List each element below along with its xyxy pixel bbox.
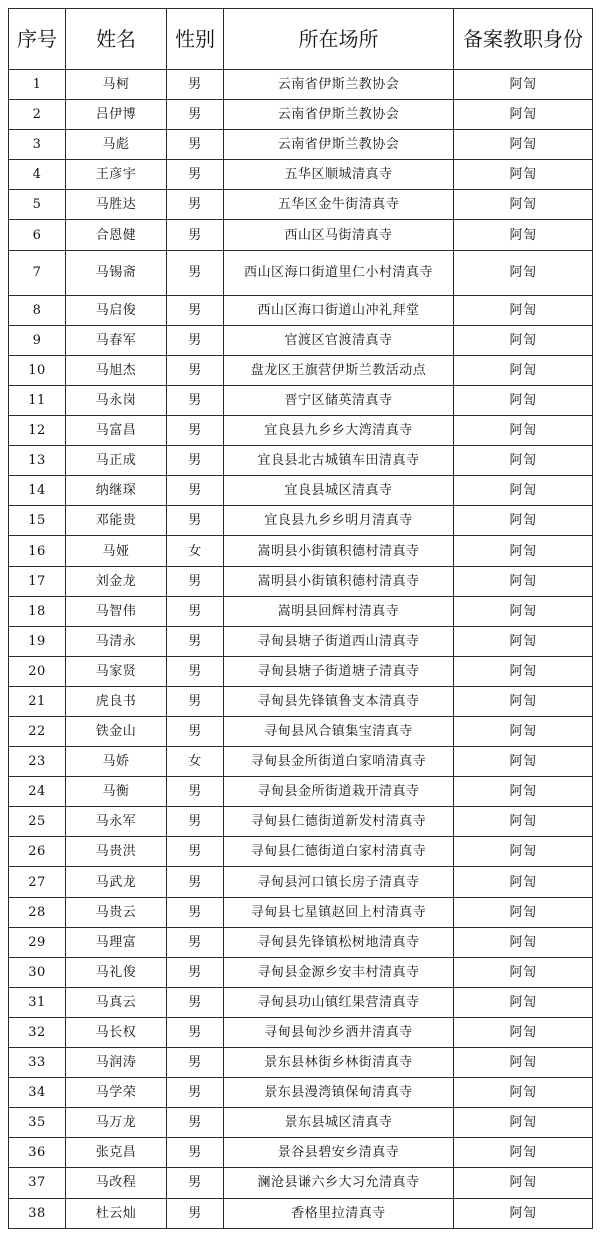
table-row bbox=[9, 1168, 593, 1198]
cell-name: 马永岗 bbox=[66, 385, 167, 415]
cell-name: 马贵云 bbox=[66, 897, 167, 927]
table-row bbox=[9, 220, 593, 250]
cell-role: 阿訇 bbox=[454, 295, 593, 325]
cell-location: 西山区海口街道山冲礼拜堂 bbox=[224, 295, 454, 325]
cell-gender: 男 bbox=[167, 596, 224, 626]
cell-name: 马衡 bbox=[66, 777, 167, 807]
cell-gender: 男 bbox=[167, 1108, 224, 1138]
cell-index: 32 bbox=[9, 1017, 66, 1047]
header-location: 所在场所 bbox=[224, 9, 454, 70]
cell-index: 1 bbox=[9, 70, 66, 100]
cell-role: 阿訇 bbox=[454, 160, 593, 190]
cell-index: 28 bbox=[9, 897, 66, 927]
table-row bbox=[9, 837, 593, 867]
cell-name: 马旭杰 bbox=[66, 355, 167, 385]
header-index: 序号 bbox=[9, 9, 66, 70]
cell-index: 12 bbox=[9, 416, 66, 446]
header-name: 姓名 bbox=[66, 9, 167, 70]
cell-name: 马锡斋 bbox=[66, 250, 167, 295]
cell-location: 西山区马街清真寺 bbox=[224, 220, 454, 250]
cell-name: 马启俊 bbox=[66, 295, 167, 325]
cell-role: 阿訇 bbox=[454, 416, 593, 446]
cell-location: 盘龙区王旗营伊斯兰教活动点 bbox=[224, 355, 454, 385]
cell-role: 阿訇 bbox=[454, 130, 593, 160]
cell-name: 马娇 bbox=[66, 747, 167, 777]
cell-index: 36 bbox=[9, 1138, 66, 1168]
cell-gender: 女 bbox=[167, 747, 224, 777]
cell-index: 24 bbox=[9, 777, 66, 807]
table-row bbox=[9, 1108, 593, 1138]
cell-gender: 男 bbox=[167, 160, 224, 190]
cell-location: 官渡区官渡清真寺 bbox=[224, 325, 454, 355]
cell-gender: 男 bbox=[167, 626, 224, 656]
cell-location: 寻甸县塘子街道塘子清真寺 bbox=[224, 656, 454, 686]
cell-gender: 男 bbox=[167, 100, 224, 130]
cell-location: 宜良县九乡乡大湾清真寺 bbox=[224, 416, 454, 446]
cell-index: 25 bbox=[9, 807, 66, 837]
table-row bbox=[9, 160, 593, 190]
cell-index: 9 bbox=[9, 325, 66, 355]
cell-role: 阿訇 bbox=[454, 717, 593, 747]
cell-location: 寻甸县先锋镇松树地清真寺 bbox=[224, 927, 454, 957]
cell-location: 寻甸县七星镇赵回上村清真寺 bbox=[224, 897, 454, 927]
cell-index: 33 bbox=[9, 1048, 66, 1078]
cell-location: 寻甸县金所街道栽开清真寺 bbox=[224, 777, 454, 807]
cell-role: 阿訇 bbox=[454, 566, 593, 596]
cell-name: 马贵洪 bbox=[66, 837, 167, 867]
cell-name: 马正成 bbox=[66, 446, 167, 476]
cell-role: 阿訇 bbox=[454, 446, 593, 476]
cell-location: 寻甸县仁德街道白家村清真寺 bbox=[224, 837, 454, 867]
cell-role: 阿訇 bbox=[454, 867, 593, 897]
cell-gender: 男 bbox=[167, 1168, 224, 1198]
table-row bbox=[9, 536, 593, 566]
cell-location: 宜良县城区清真寺 bbox=[224, 476, 454, 506]
cell-location: 寻甸县风合镇集宝清真寺 bbox=[224, 717, 454, 747]
cell-role: 阿訇 bbox=[454, 536, 593, 566]
cell-role: 阿訇 bbox=[454, 626, 593, 656]
cell-index: 7 bbox=[9, 250, 66, 295]
cell-name: 马柯 bbox=[66, 70, 167, 100]
cell-gender: 男 bbox=[167, 385, 224, 415]
cell-index: 4 bbox=[9, 160, 66, 190]
cell-role: 阿訇 bbox=[454, 747, 593, 777]
table-body bbox=[9, 70, 593, 1229]
cell-role: 阿訇 bbox=[454, 837, 593, 867]
cell-location: 景东县城区清真寺 bbox=[224, 1108, 454, 1138]
cell-role: 阿訇 bbox=[454, 100, 593, 130]
cell-location: 寻甸县金所街道白家哨清真寺 bbox=[224, 747, 454, 777]
cell-gender: 男 bbox=[167, 656, 224, 686]
table-row bbox=[9, 747, 593, 777]
cell-role: 阿訇 bbox=[454, 686, 593, 716]
cell-gender: 女 bbox=[167, 536, 224, 566]
cell-name: 马万龙 bbox=[66, 1108, 167, 1138]
cell-gender: 男 bbox=[167, 807, 224, 837]
table-row bbox=[9, 807, 593, 837]
cell-role: 阿訇 bbox=[454, 385, 593, 415]
cell-index: 5 bbox=[9, 190, 66, 220]
cell-gender: 男 bbox=[167, 837, 224, 867]
cell-role: 阿訇 bbox=[454, 777, 593, 807]
cell-gender: 男 bbox=[167, 867, 224, 897]
table-row bbox=[9, 566, 593, 596]
cell-gender: 男 bbox=[167, 686, 224, 716]
cell-name: 纳继琛 bbox=[66, 476, 167, 506]
table-row bbox=[9, 596, 593, 626]
cell-location: 五华区金牛街清真寺 bbox=[224, 190, 454, 220]
table-row bbox=[9, 717, 593, 747]
cell-gender: 男 bbox=[167, 1078, 224, 1108]
cell-gender: 男 bbox=[167, 446, 224, 476]
cell-index: 19 bbox=[9, 626, 66, 656]
table-row bbox=[9, 70, 593, 100]
cell-role: 阿訇 bbox=[454, 1168, 593, 1198]
cell-location: 宜良县北古城镇车田清真寺 bbox=[224, 446, 454, 476]
cell-location: 晋宁区储英清真寺 bbox=[224, 385, 454, 415]
cell-role: 阿訇 bbox=[454, 656, 593, 686]
cell-name: 马永军 bbox=[66, 807, 167, 837]
cell-role: 阿訇 bbox=[454, 897, 593, 927]
cell-gender: 男 bbox=[167, 927, 224, 957]
cell-name: 马娅 bbox=[66, 536, 167, 566]
cell-name: 邓能贵 bbox=[66, 506, 167, 536]
cell-gender: 男 bbox=[167, 957, 224, 987]
cell-index: 10 bbox=[9, 355, 66, 385]
cell-index: 13 bbox=[9, 446, 66, 476]
table-row bbox=[9, 355, 593, 385]
header-role: 备案教职身份 bbox=[454, 9, 593, 70]
document-page bbox=[8, 8, 592, 1229]
table-row bbox=[9, 987, 593, 1017]
cell-location: 香格里拉清真寺 bbox=[224, 1198, 454, 1228]
cell-location: 寻甸县功山镇红果营清真寺 bbox=[224, 987, 454, 1017]
cell-role: 阿訇 bbox=[454, 807, 593, 837]
cell-location: 五华区顺城清真寺 bbox=[224, 160, 454, 190]
table-row bbox=[9, 130, 593, 160]
cell-index: 27 bbox=[9, 867, 66, 897]
cell-role: 阿訇 bbox=[454, 250, 593, 295]
header-row bbox=[9, 9, 593, 70]
cell-role: 阿訇 bbox=[454, 325, 593, 355]
cell-role: 阿訇 bbox=[454, 476, 593, 506]
cell-location: 云南省伊斯兰教协会 bbox=[224, 70, 454, 100]
cell-location: 景东县漫湾镇保甸清真寺 bbox=[224, 1078, 454, 1108]
cell-index: 31 bbox=[9, 987, 66, 1017]
cell-gender: 男 bbox=[167, 897, 224, 927]
cell-role: 阿訇 bbox=[454, 987, 593, 1017]
table-row bbox=[9, 1198, 593, 1228]
cell-gender: 男 bbox=[167, 295, 224, 325]
cell-role: 阿訇 bbox=[454, 1078, 593, 1108]
cell-index: 37 bbox=[9, 1168, 66, 1198]
cell-gender: 男 bbox=[167, 250, 224, 295]
cell-location: 嵩明县回辉村清真寺 bbox=[224, 596, 454, 626]
table-row bbox=[9, 190, 593, 220]
cell-gender: 男 bbox=[167, 355, 224, 385]
cell-index: 38 bbox=[9, 1198, 66, 1228]
cell-gender: 男 bbox=[167, 566, 224, 596]
cell-location: 寻甸县河口镇长房子清真寺 bbox=[224, 867, 454, 897]
cell-role: 阿訇 bbox=[454, 1017, 593, 1047]
cell-role: 阿訇 bbox=[454, 1198, 593, 1228]
cell-location: 寻甸县先锋镇鲁支本清真寺 bbox=[224, 686, 454, 716]
cell-role: 阿訇 bbox=[454, 596, 593, 626]
cell-gender: 男 bbox=[167, 70, 224, 100]
cell-index: 2 bbox=[9, 100, 66, 130]
cell-name: 合恩健 bbox=[66, 220, 167, 250]
cell-role: 阿訇 bbox=[454, 506, 593, 536]
cell-index: 20 bbox=[9, 656, 66, 686]
cell-role: 阿訇 bbox=[454, 957, 593, 987]
cell-location: 嵩明县小街镇积德村清真寺 bbox=[224, 536, 454, 566]
cell-gender: 男 bbox=[167, 506, 224, 536]
table-row bbox=[9, 295, 593, 325]
cell-name: 张克昌 bbox=[66, 1138, 167, 1168]
cell-gender: 男 bbox=[167, 1048, 224, 1078]
cell-index: 6 bbox=[9, 220, 66, 250]
cell-name: 马理富 bbox=[66, 927, 167, 957]
cell-gender: 男 bbox=[167, 1198, 224, 1228]
cell-role: 阿訇 bbox=[454, 70, 593, 100]
cell-location: 澜沧县谦六乡大习允清真寺 bbox=[224, 1168, 454, 1198]
cell-location: 寻甸县塘子街道西山清真寺 bbox=[224, 626, 454, 656]
cell-index: 29 bbox=[9, 927, 66, 957]
cell-role: 阿訇 bbox=[454, 190, 593, 220]
cell-name: 马长权 bbox=[66, 1017, 167, 1047]
cell-location: 寻甸县甸沙乡洒井清真寺 bbox=[224, 1017, 454, 1047]
cell-role: 阿訇 bbox=[454, 1138, 593, 1168]
cell-index: 8 bbox=[9, 295, 66, 325]
cell-gender: 男 bbox=[167, 220, 224, 250]
cell-location: 宜良县九乡乡明月清真寺 bbox=[224, 506, 454, 536]
cell-index: 17 bbox=[9, 566, 66, 596]
table-row bbox=[9, 957, 593, 987]
cell-gender: 男 bbox=[167, 476, 224, 506]
cell-name: 马富昌 bbox=[66, 416, 167, 446]
cell-index: 30 bbox=[9, 957, 66, 987]
cell-location: 西山区海口街道里仁小村清真寺 bbox=[224, 250, 454, 295]
cell-index: 34 bbox=[9, 1078, 66, 1108]
cell-name: 铁金山 bbox=[66, 717, 167, 747]
table-row bbox=[9, 1138, 593, 1168]
table-row bbox=[9, 476, 593, 506]
cell-index: 21 bbox=[9, 686, 66, 716]
table-row bbox=[9, 325, 593, 355]
header-gender: 性别 bbox=[167, 9, 224, 70]
cell-index: 26 bbox=[9, 837, 66, 867]
cell-location: 寻甸县仁德街道新发村清真寺 bbox=[224, 807, 454, 837]
table-row bbox=[9, 867, 593, 897]
table-row bbox=[9, 686, 593, 716]
table-row bbox=[9, 100, 593, 130]
cell-gender: 男 bbox=[167, 325, 224, 355]
cell-name: 王彦宇 bbox=[66, 160, 167, 190]
table-row bbox=[9, 897, 593, 927]
table-row bbox=[9, 250, 593, 295]
cell-name: 吕伊博 bbox=[66, 100, 167, 130]
table-row bbox=[9, 446, 593, 476]
cell-location: 景谷县碧安乡清真寺 bbox=[224, 1138, 454, 1168]
table-row bbox=[9, 626, 593, 656]
cell-index: 15 bbox=[9, 506, 66, 536]
table-row bbox=[9, 1078, 593, 1108]
cell-role: 阿訇 bbox=[454, 355, 593, 385]
cell-index: 23 bbox=[9, 747, 66, 777]
cell-role: 阿訇 bbox=[454, 927, 593, 957]
cell-name: 马学荣 bbox=[66, 1078, 167, 1108]
cell-role: 阿訇 bbox=[454, 1108, 593, 1138]
imam-registry-table bbox=[8, 8, 593, 1229]
cell-location: 云南省伊斯兰教协会 bbox=[224, 130, 454, 160]
cell-role: 阿訇 bbox=[454, 1048, 593, 1078]
cell-name: 杜云灿 bbox=[66, 1198, 167, 1228]
cell-name: 马改程 bbox=[66, 1168, 167, 1198]
table-row bbox=[9, 416, 593, 446]
cell-name: 马胜达 bbox=[66, 190, 167, 220]
table-header bbox=[9, 9, 593, 70]
cell-name: 马真云 bbox=[66, 987, 167, 1017]
cell-gender: 男 bbox=[167, 416, 224, 446]
cell-index: 11 bbox=[9, 385, 66, 415]
cell-gender: 男 bbox=[167, 987, 224, 1017]
cell-index: 14 bbox=[9, 476, 66, 506]
cell-gender: 男 bbox=[167, 1017, 224, 1047]
cell-location: 嵩明县小街镇积德村清真寺 bbox=[224, 566, 454, 596]
table-row bbox=[9, 385, 593, 415]
cell-name: 马彪 bbox=[66, 130, 167, 160]
cell-index: 3 bbox=[9, 130, 66, 160]
cell-gender: 男 bbox=[167, 190, 224, 220]
cell-location: 云南省伊斯兰教协会 bbox=[224, 100, 454, 130]
cell-index: 16 bbox=[9, 536, 66, 566]
cell-role: 阿訇 bbox=[454, 220, 593, 250]
cell-index: 18 bbox=[9, 596, 66, 626]
cell-gender: 男 bbox=[167, 1138, 224, 1168]
cell-gender: 男 bbox=[167, 717, 224, 747]
cell-name: 马清永 bbox=[66, 626, 167, 656]
table-row bbox=[9, 506, 593, 536]
table-row bbox=[9, 656, 593, 686]
table-row bbox=[9, 1017, 593, 1047]
cell-name: 马润涛 bbox=[66, 1048, 167, 1078]
cell-gender: 男 bbox=[167, 777, 224, 807]
cell-name: 马礼俊 bbox=[66, 957, 167, 987]
table-row bbox=[9, 927, 593, 957]
cell-gender: 男 bbox=[167, 130, 224, 160]
cell-index: 22 bbox=[9, 717, 66, 747]
cell-location: 景东县林街乡林街清真寺 bbox=[224, 1048, 454, 1078]
cell-name: 马武龙 bbox=[66, 867, 167, 897]
cell-name: 马家贤 bbox=[66, 656, 167, 686]
cell-name: 刘金龙 bbox=[66, 566, 167, 596]
cell-name: 虎良书 bbox=[66, 686, 167, 716]
cell-name: 马智伟 bbox=[66, 596, 167, 626]
cell-name: 马春军 bbox=[66, 325, 167, 355]
cell-index: 35 bbox=[9, 1108, 66, 1138]
cell-location: 寻甸县金源乡安丰村清真寺 bbox=[224, 957, 454, 987]
table-row bbox=[9, 777, 593, 807]
table-row bbox=[9, 1048, 593, 1078]
